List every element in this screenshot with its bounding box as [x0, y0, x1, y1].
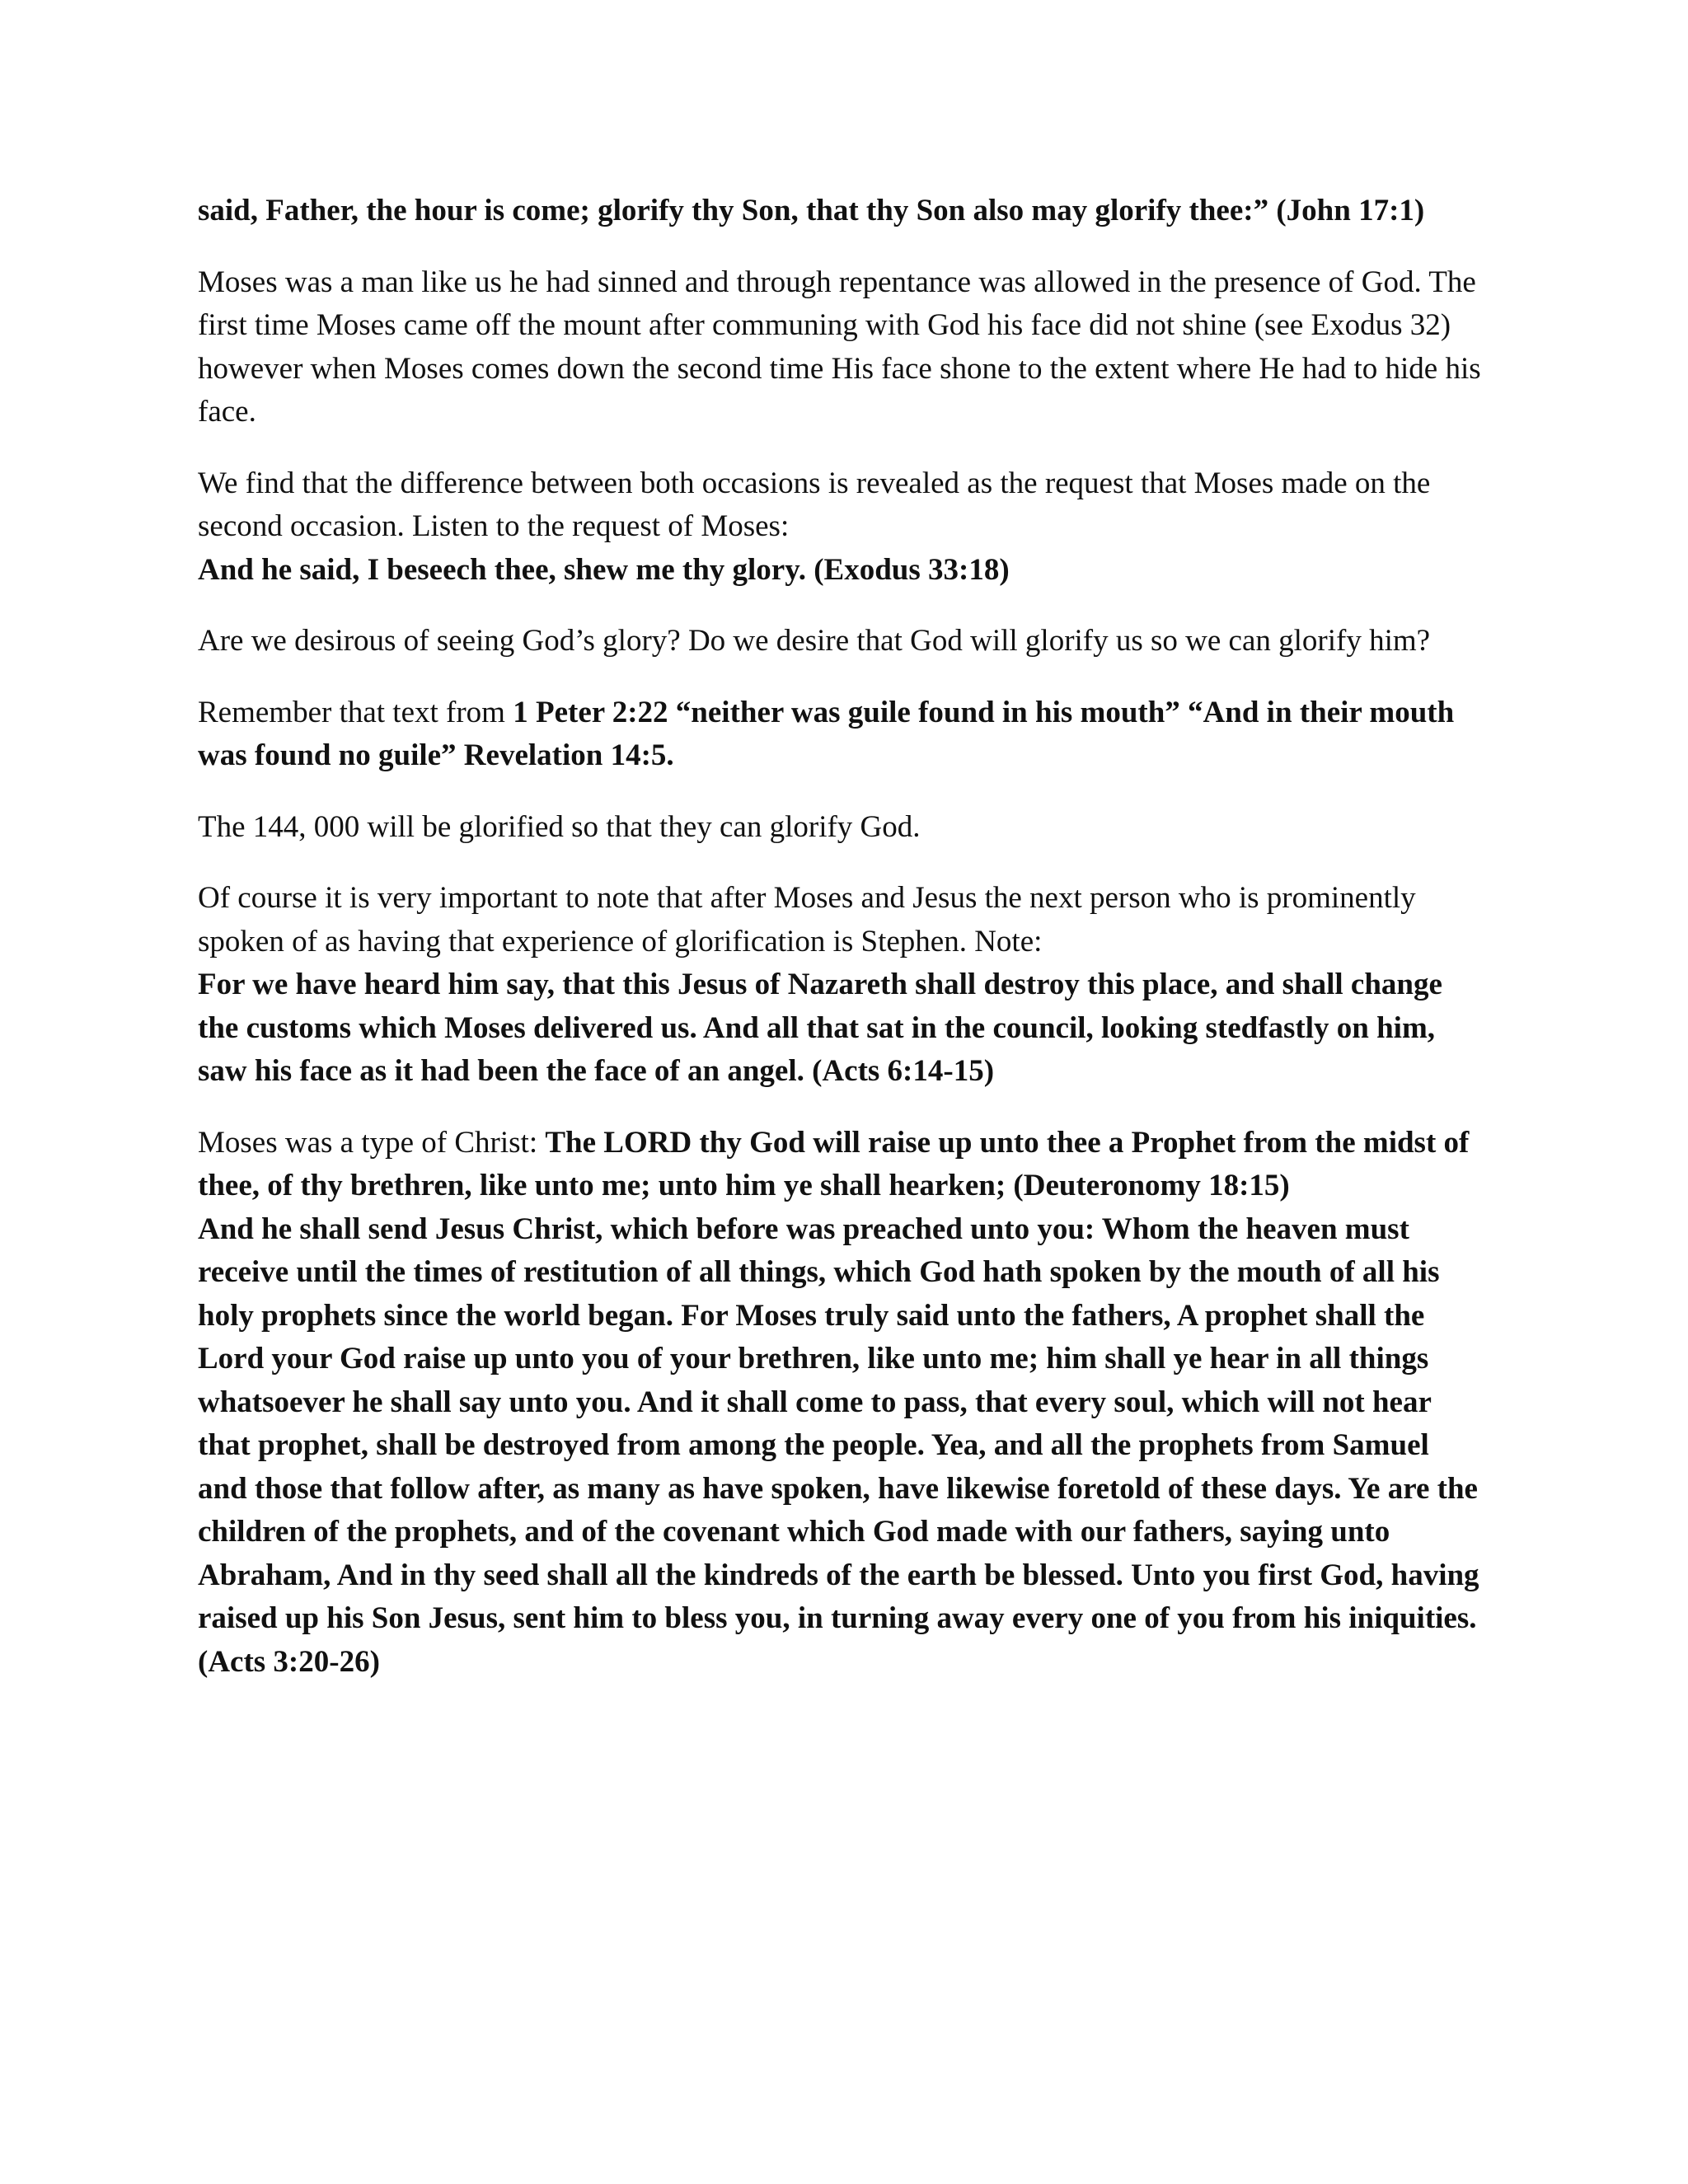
paragraph-type-of-christ — [198, 1122, 1484, 1208]
paragraph-john-quote: said, Father, the hour is come; glorify thy Son, that thy Son also may glorify thee:” (John 17:1) — [198, 194, 1425, 227]
document-body — [198, 190, 1484, 1712]
paragraph-remember — [198, 691, 1484, 778]
paragraph-desirous: Are we desirous of seeing God’s glory? Do we desire that God will glorify us so we can glorify him? — [198, 624, 1431, 658]
paragraph-difference — [198, 462, 1484, 593]
peter-revelation-quote: 1 Peter 2:22 “neither was guile found in his mouth” “And in their mouth was found no guile” Revelation 14:5. — [198, 695, 1455, 772]
acts-6-quote: For we have heard him say, that this Jesus of Nazareth shall destroy this place, and shall change the customs which Moses delivered us. And all that sat in the council, looking stedfastly on him, saw his face as it had been the face of an angel. (Acts 6:14-15) — [198, 968, 1442, 1088]
paragraph-stephen — [198, 877, 1484, 1094]
paragraph-144000: The 144, 000 will be glorified so that they can glorify God. — [198, 809, 921, 844]
paragraph-stephen-text: Of course it is very important to note that after Moses and Jesus the next person who is prominently spoken of as having that experience of glorification is Stephen. Note: — [198, 881, 1416, 958]
type-of-christ-text: Moses was a type of Christ: — [198, 1125, 546, 1160]
remember-text: Remember that text from — [198, 695, 513, 729]
paragraph-difference-text: We find that the difference between both occasions is revealed as the request that Moses made on the second occasion. Listen to the request of Moses: — [198, 466, 1431, 543]
acts-3-quote: And he shall send Jesus Christ, which before was preached unto you: Whom the heaven must receive until the times of restitution of all things, which God hath spoken by the mouth of all his holy prophets since the world began. For Moses truly said unto the fathers, A prophet shall the Lord your God raise up unto you of your brethren, like unto me; him shall ye hear in all things whatsoever he shall say unto you. And it shall come to pass, that every soul, which will not hear that prophet, shall be destroyed from among the people. Yea, and all the prophets from Samuel and those that follow after, as many as have spoken, have likewise foretold of these days. Ye are the children of the prophets, and of the covenant which God made with our fathers, saying unto Abraham, And in thy seed shall all the kindreds of the earth be blessed. Unto you first God, having raised up his Son Jesus, sent him to bless you, in turning away every one of you from his iniquities. (Acts 3:20-26) — [198, 1212, 1479, 1679]
paragraph-moses-man: Moses was a man like us he had sinned and through repentance was allowed in the presence of God. The first time Moses came off the mount after communing with God his face did not shine (see Exodus 32) however when Moses comes down the second time His face shone to the extent where He had to hide his face. — [198, 265, 1481, 429]
deuteronomy-quote: The LORD thy God will raise up unto thee a Prophet from the midst of thee, of thy brethren, like unto me; unto him ye shall hearken; (Deuteronomy 18:15) — [198, 1125, 1470, 1202]
exodus-quote: And he said, I beseech thee, shew me thy glory. (Exodus 33:18) — [198, 552, 1010, 587]
